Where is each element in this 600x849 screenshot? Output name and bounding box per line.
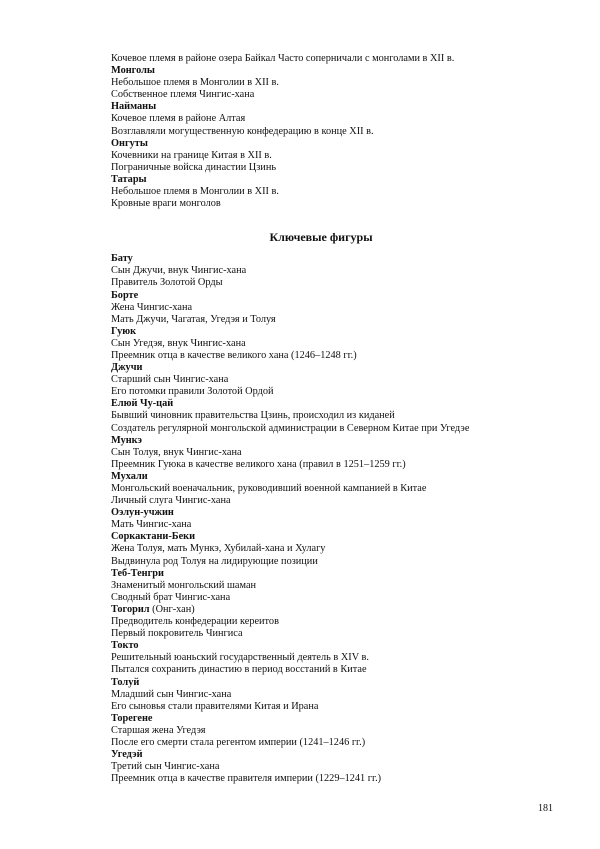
section-title-key-figures: Ключевые фигуры [269,230,373,245]
figure-term: Соркактани-Беки [111,531,196,543]
figure-description: Бывший чиновник правительства Цзинь, происходил из киданей [111,410,395,422]
figure-term: Токто [111,640,139,652]
figure-term-line [111,290,551,302]
figure-description: Жена Толуя, мать Мункэ, Хубилай-хана и Хулагу [111,543,326,555]
key-figures-list [111,253,551,785]
figure-entry [111,471,551,507]
figure-term-line [111,531,551,543]
tribe-term-line [111,65,551,77]
figure-description: Сын Угедэя, внук Чингис-хана [111,337,246,349]
figure-entry [111,677,551,713]
figure-term: Оэлун-учжин [111,507,174,519]
page-body [111,53,551,785]
figure-term: Теб-Тенгри [111,567,164,579]
figure-term-line [111,398,551,410]
tribe-description: Небольшое племя в Монголии в XII в. [111,77,279,89]
figure-entry [111,604,551,640]
figure-term-line [111,326,551,338]
figure-term-line [111,604,551,616]
figure-description: Преемник отца в качестве великого хана (1246–1248 гг.) [111,349,357,361]
figure-term-line [111,362,551,374]
figure-description: Решительный юаньский государственный деятель в XIV в. [111,652,369,664]
figure-term: Торегене [111,712,153,724]
tribe-entry [111,174,551,210]
tribe-term: Онгуты [111,137,148,149]
tribes-list [111,53,551,210]
figure-term: Угедэй [111,749,143,761]
figure-description: Жена Чингис-хана [111,301,193,313]
tribe-term: Монголы [111,65,155,77]
figure-entry [111,507,551,531]
tribe-term-line [111,138,551,150]
figure-description: Старшая жена Угедэя [111,724,206,736]
tribe-term: Найманы [111,101,157,113]
figure-term: Бату [111,253,133,265]
figure-description: После его смерти стала регентом империи (1241–1246 гг.) [111,736,366,748]
figure-term-line [111,253,551,265]
tribe-description: Собственное племя Чингис-хана [111,89,255,101]
tribe-entry [111,53,551,65]
tribe-description: Кровные враги монголов [111,198,221,210]
figure-description: Знаменитый монгольский шаман [111,579,257,591]
figure-term: Борте [111,289,139,301]
figure-description: Первый покровитель Чингиса [111,628,243,640]
figure-entry [111,435,551,471]
tribe-term: Татары [111,173,147,185]
figure-entry [111,713,551,749]
tribe-description: Кочевники на границе Китая в XII в. [111,149,272,161]
page-number: 181 [538,803,553,814]
figure-description: Сын Джучи, внук Чингис-хана [111,265,247,277]
figure-term: Джучи [111,362,143,374]
figure-term-line [111,435,551,447]
figure-description: Мать Чингис-хана [111,519,192,531]
figure-description: Третий сын Чингис-хана [111,761,220,773]
figure-description: Создатель регулярной монгольской администрации в Северном Китае при Угедэе [111,422,470,434]
figure-entry [111,290,551,326]
figure-description: Сын Толуя, внук Чингис-хана [111,446,242,458]
figure-term-line [111,507,551,519]
figure-term: Елюй Чу-цай [111,398,174,410]
figure-entry [111,531,551,567]
figure-term: Гуюк [111,325,137,337]
figure-entry [111,326,551,362]
figure-description: Преемник Гуюка в качестве великого хана (правил в 1251–1259 гг.) [111,458,406,470]
figure-entry [111,362,551,398]
figure-term-line [111,677,551,689]
figure-entry [111,398,551,434]
tribe-description: Кочевое племя в районе Алтая [111,113,246,125]
figure-description: Монгольский военачальник, руководивший военной кампанией в Китае [111,483,427,494]
figure-term: Мункэ [111,434,142,446]
figure-term-line [111,749,551,761]
figure-description: Правитель Золотой Орды [111,277,223,289]
tribe-description: Кочевое племя в районе озера Байкал Часто соперничали с монголами в XII в. [111,53,455,64]
tribe-term-line [111,174,551,186]
figure-description: Выдвинула род Толуя на лидирующие позиции [111,555,318,567]
figure-entry [111,749,551,785]
figure-term-line [111,471,551,483]
tribe-description: Небольшое племя в Монголии в XII в. [111,186,279,198]
figure-term-suffix: (Онг-хан) [149,603,195,615]
figure-term-line [111,640,551,652]
figure-term: Толуй [111,676,140,688]
figure-entry [111,253,551,289]
figure-entry [111,640,551,676]
figure-description: Сводный брат Чингис-хана [111,591,231,603]
figure-description: Его сыновья стали правителями Китая и Ирана [111,700,319,712]
tribe-entry [111,65,551,101]
figure-description: Старший сын Чингис-хана [111,374,229,386]
figure-description: Мать Джучи, Чагатая, Угедэя и Толуя [111,313,276,325]
figure-description: Предводитель конфедерации кереитов [111,616,279,628]
figure-description: Пытался сохранить династию в период восстаний в Китае [111,664,367,676]
tribe-description: Пограничные войска династии Цзинь [111,161,277,173]
tribe-entry [111,138,551,174]
figure-term: Тогорил [111,603,150,615]
figure-description: Преемник отца в качестве правителя империи (1229–1241 гг.) [111,773,382,785]
tribe-term-line [111,101,551,113]
tribe-entry [111,101,551,137]
figure-description: Его потомки правили Золотой Ордой [111,386,274,398]
figure-term-line [111,713,551,725]
figure-description: Младший сын Чингис-хана [111,688,232,700]
figure-term-line [111,568,551,580]
tribe-description: Возглавляли могущественную конфедерацию в конце XII в. [111,125,374,137]
figure-entry [111,568,551,604]
figure-description: Личный слуга Чингис-хана [111,495,231,507]
figure-term: Мухали [111,470,148,482]
